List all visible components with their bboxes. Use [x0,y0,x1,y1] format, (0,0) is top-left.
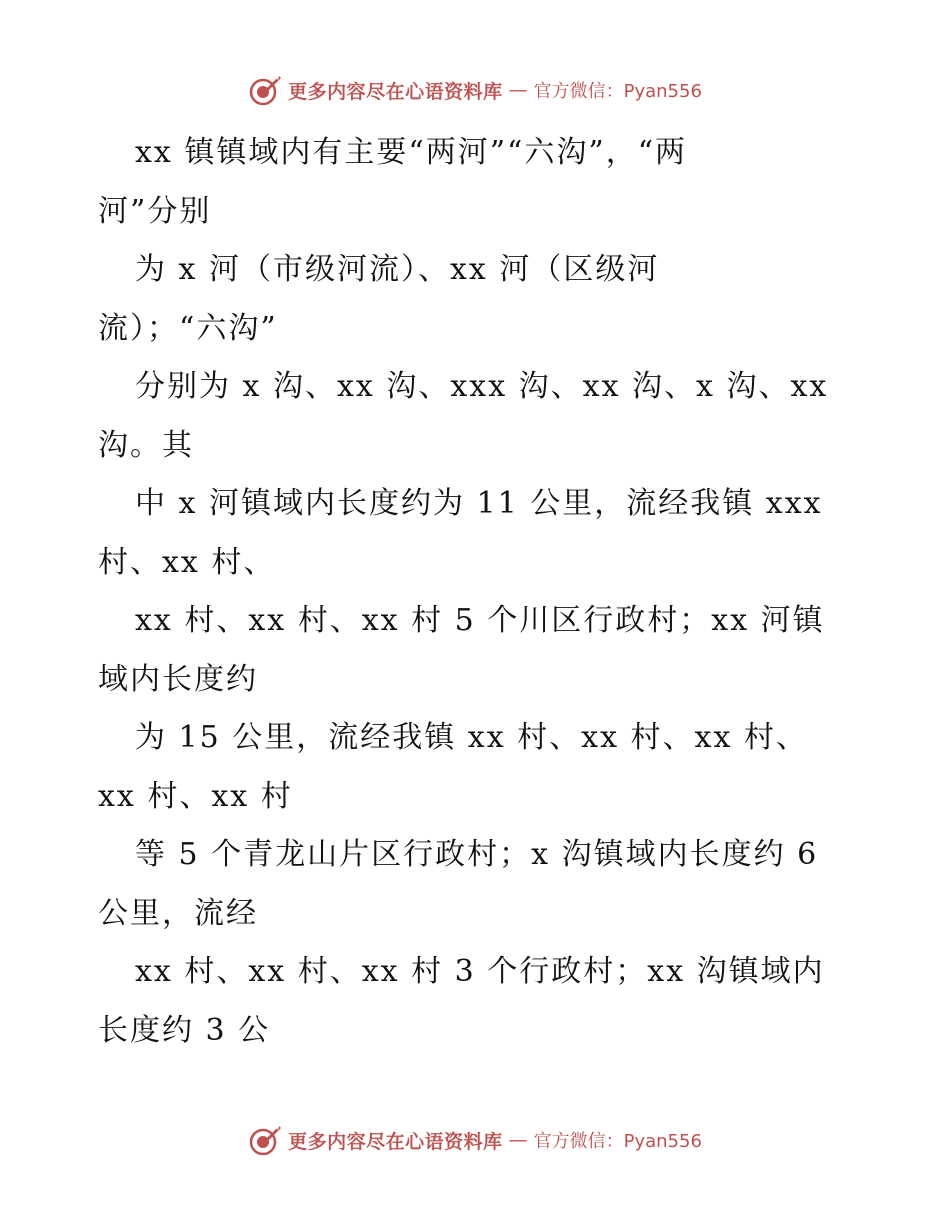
text-line: 域内长度约 [98,661,258,697]
text-line: 中 x 河镇域内长度约为 11 公里，流经我镇 xxx [135,486,823,521]
header-brand [248,73,702,107]
footer-separator: — [508,1129,528,1151]
text-line: xx 镇镇域内有主要“两河”“六沟”，“两 [135,135,688,170]
text-line: 流）；“六沟” [98,310,278,346]
document-body [98,124,850,1060]
text-line: 村、xx 村、 [98,544,276,580]
footer-wechat-text: 官方微信：Pyan556 [533,1131,702,1152]
text-line: 公里，流经 [98,895,258,931]
text-line: xx 村、xx 村、xx 村 3 个行政村；xx 沟镇域内 [135,954,825,989]
quill-pen-seal-icon [248,73,282,107]
text-line: 等 5 个青龙山片区行政村；x 沟镇域内长度约 6 [135,837,819,872]
text-line: xx 村、xx 村 [98,778,293,814]
footer-brand-text: 更多内容尽在心语资料库 [288,1130,503,1153]
text-line: 分别为 x 沟、xx 沟、xxx 沟、xx 沟、x 沟、xx [135,369,829,404]
text-line: xx 村、xx 村、xx 村 5 个川区行政村；xx 河镇 [135,603,825,638]
text-line: 长度约 3 公 [98,1012,271,1048]
quill-pen-seal-icon [248,1123,282,1157]
text-line: 为 15 公里，流经我镇 xx 村、xx 村、xx 村、 [135,720,808,755]
footer-brand [248,1123,702,1157]
text-line: 为 x 河（市级河流）、xx 河（区级河 [135,252,660,287]
page-header [0,70,950,110]
text-line: 河”分别 [98,193,212,229]
text-line: 沟。其 [98,427,194,463]
page-footer [0,1120,950,1160]
header-separator: — [508,79,528,101]
header-brand-text: 更多内容尽在心语资料库 [288,80,503,103]
header-wechat-text: 官方微信：Pyan556 [533,81,702,102]
